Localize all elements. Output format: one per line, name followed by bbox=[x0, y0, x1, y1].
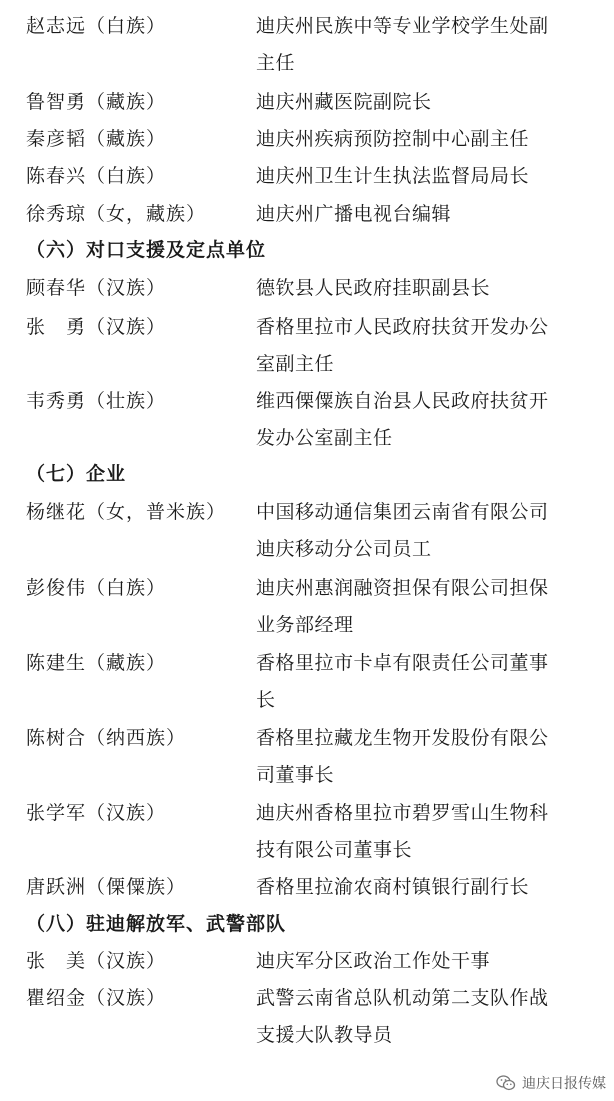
watermark-text: 迪庆日报传媒 bbox=[522, 1076, 606, 1092]
person-position: 香格里拉渝农商村镇银行副行长 bbox=[256, 876, 530, 898]
person-name: 杨继花（女，普米族） bbox=[26, 501, 227, 523]
wechat-logo-icon bbox=[496, 1075, 516, 1091]
section-heading: （六）对口支援及定点单位 bbox=[26, 239, 267, 261]
section-heading: （八）驻迪解放军、武警部队 bbox=[26, 913, 287, 935]
person-name: 韦秀勇（壮族） bbox=[26, 390, 167, 412]
section-heading: （七）企业 bbox=[26, 463, 127, 485]
person-position: 迪庆州广播电视台编辑 bbox=[256, 203, 452, 225]
person-position: 香格里拉藏龙生物开发股份有限公司董事长 bbox=[256, 727, 549, 786]
person-position: 迪庆州香格里拉市碧罗雪山生物科技有限公司董事长 bbox=[256, 802, 549, 861]
person-position: 维西傈僳族自治县人民政府扶贫开发办公室副主任 bbox=[256, 390, 549, 449]
person-position: 香格里拉市卡卓有限责任公司董事长 bbox=[256, 652, 549, 711]
person-position: 迪庆军分区政治工作处干事 bbox=[256, 950, 491, 972]
person-name: 顾春华（汉族） bbox=[26, 277, 167, 299]
person-name: 陈建生（藏族） bbox=[26, 652, 167, 674]
person-name: 张 美（汉族） bbox=[26, 950, 167, 972]
person-name: 鲁智勇（藏族） bbox=[26, 91, 167, 113]
person-name: 张 勇（汉族） bbox=[26, 316, 167, 338]
person-position: 中国移动通信集团云南省有限公司迪庆移动分公司员工 bbox=[256, 501, 549, 560]
person-name: 徐秀琼（女，藏族） bbox=[26, 203, 207, 225]
person-position: 香格里拉市人民政府扶贫开发办公室副主任 bbox=[256, 316, 549, 375]
person-name: 张学军（汉族） bbox=[26, 802, 167, 824]
person-name: 秦彦韬（藏族） bbox=[26, 128, 167, 150]
person-name: 赵志远（白族） bbox=[26, 15, 167, 37]
person-position: 迪庆州疾病预防控制中心副主任 bbox=[256, 128, 530, 150]
person-name: 瞿绍金（汉族） bbox=[26, 987, 167, 1009]
person-name: 唐跃洲（傈僳族） bbox=[26, 876, 187, 898]
person-name: 彭俊伟（白族） bbox=[26, 577, 167, 599]
person-name: 陈春兴（白族） bbox=[26, 165, 167, 187]
person-position: 迪庆州卫生计生执法监督局局长 bbox=[256, 165, 530, 187]
person-position: 迪庆州惠润融资担保有限公司担保业务部经理 bbox=[256, 577, 549, 636]
person-position: 德钦县人民政府挂职副县长 bbox=[256, 277, 491, 299]
person-name: 陈树合（纳西族） bbox=[26, 727, 187, 749]
watermark bbox=[496, 1073, 606, 1093]
person-position: 迪庆州民族中等专业学校学生处副主任 bbox=[256, 15, 549, 74]
person-position: 武警云南省总队机动第二支队作战支援大队教导员 bbox=[256, 987, 549, 1046]
person-position: 迪庆州藏医院副院长 bbox=[256, 91, 432, 113]
